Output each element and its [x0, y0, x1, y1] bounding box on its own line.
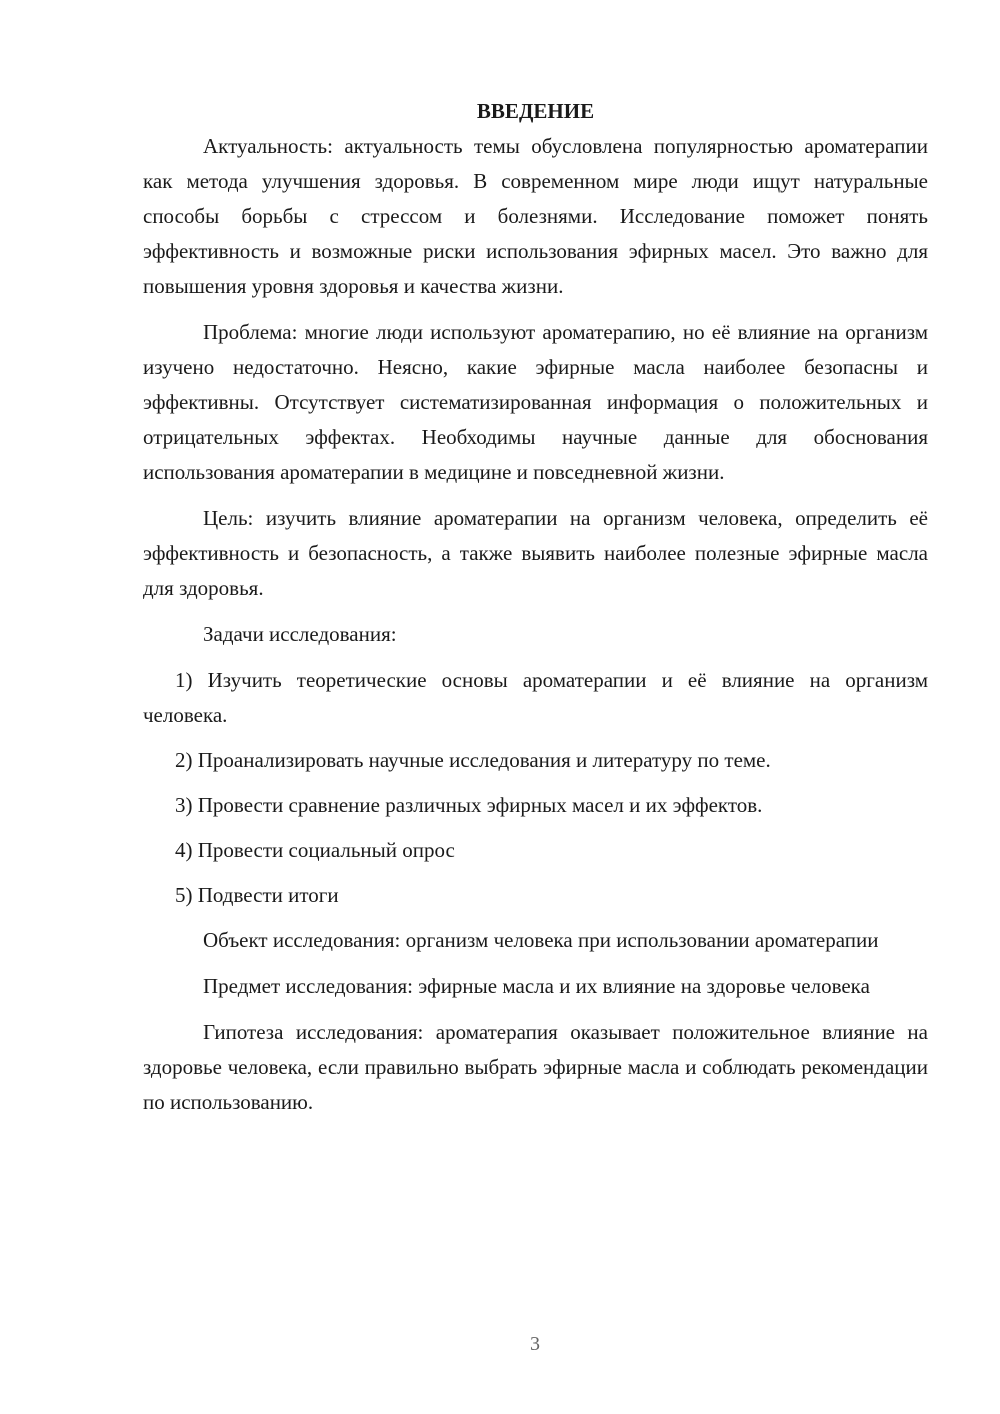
task-item-5: 5) Подвести итоги	[175, 883, 339, 907]
paragraph-tasks-heading: Задачи исследования:	[203, 622, 397, 646]
task-item-3: 3) Провести сравнение различных эфирных масел и их эффектов.	[175, 793, 763, 817]
paragraph-object: Объект исследования: организм человека при использовании ароматерапии	[203, 928, 879, 952]
task-item-2: 2) Проанализировать научные исследования и литературу по теме.	[175, 748, 771, 772]
task-item-1: 1) Изучить теоретические основы ароматерапии и её влияние на организм человека.	[143, 668, 928, 727]
paragraph-relevance: Актуальность: актуальность темы обусловлена популярностью ароматерапии как метода улучшения здоровья. В современном мире люди ищут натуральные способы борьбы с стрессом и болезнями. Исследование поможет понять эффективность и возможные риски использования эфирных масел. Это важно для повышения уровня здоровья и качества жизни.	[143, 134, 928, 298]
document-page	[143, 96, 928, 1131]
paragraph-goal: Цель: изучить влияние ароматерапии на организм человека, определить её эффективность и безопасность, а также выявить наиболее полезные эфирные масла для здоровья.	[143, 506, 928, 600]
section-title: ВВЕДЕНИЕ	[476, 99, 595, 123]
paragraph-problem: Проблема: многие люди используют ароматерапию, но её влияние на организм изучено недостаточно. Неясно, какие эфирные масла наиболее безопасны и эффективны. Отсутствует систематизированная информация о положительных и отрицательных эффектах. Необходимы научные данные для обоснования использования ароматерапии в медицине и повседневной жизни.	[143, 320, 928, 484]
paragraph-subject: Предмет исследования: эфирные масла и их влияние на здоровье человека	[203, 974, 870, 998]
task-item-4: 4) Провести социальный опрос	[175, 838, 455, 862]
paragraph-hypothesis: Гипотеза исследования: ароматерапия оказывает положительное влияние на здоровье человека, если правильно выбрать эфирные масла и соблюдать рекомендации по использованию.	[143, 1020, 928, 1114]
page-number: 3	[530, 1333, 540, 1355]
